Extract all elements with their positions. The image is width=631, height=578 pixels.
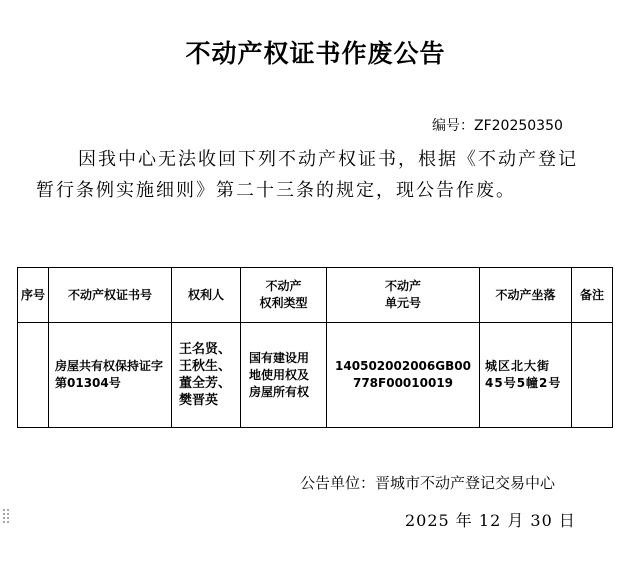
- drag-handle-icon[interactable]: [3, 509, 11, 523]
- header-cert-no: 不动产权证书号: [49, 268, 172, 323]
- notice-number: 编号：ZF20250350: [432, 118, 563, 134]
- header-remarks: 备注: [572, 268, 613, 323]
- header-right-type-line2: 权利类型: [259, 296, 308, 310]
- header-right-type: [241, 268, 327, 323]
- cell-cert-no: 房屋共有权保持证字第01304号: [49, 323, 172, 428]
- header-location: 不动产坐落: [480, 268, 572, 323]
- cell-seq: [18, 323, 49, 428]
- notice-title: 不动产权证书作废公告: [185, 39, 446, 68]
- cell-right-type: 国有建设用地使用权及房屋所有权: [241, 323, 327, 428]
- cell-location: 城区北大街45号5幢2号: [480, 323, 572, 428]
- header-unit-no-line1: 不动产: [384, 279, 421, 293]
- table-header-row: [18, 268, 613, 323]
- issuing-unit: 公告单位：晋城市不动产登记交易中心: [300, 474, 556, 492]
- notice-paragraph: 因我中心无法收回下列不动产权证书，根据《不动产登记暂行条例实施细则》第二十三条的规定，现公告作废。: [36, 149, 578, 201]
- notice-table: [17, 267, 613, 428]
- header-unit-no-line2: 单元号: [384, 296, 421, 310]
- cell-remarks: [572, 323, 613, 428]
- cell-unit-no: 140502002006GB00778F00010019: [327, 323, 480, 428]
- header-right-type-line1: 不动产: [265, 279, 302, 293]
- cell-owner: 王名贤、王秋生、董全芳、樊晋英: [172, 323, 241, 428]
- header-owner: 权利人: [172, 268, 241, 323]
- table-row: [18, 323, 613, 428]
- header-seq: 序号: [18, 268, 49, 323]
- notice-date: 2025 年 12 月 30 日: [405, 511, 576, 530]
- header-unit-no: [327, 268, 480, 323]
